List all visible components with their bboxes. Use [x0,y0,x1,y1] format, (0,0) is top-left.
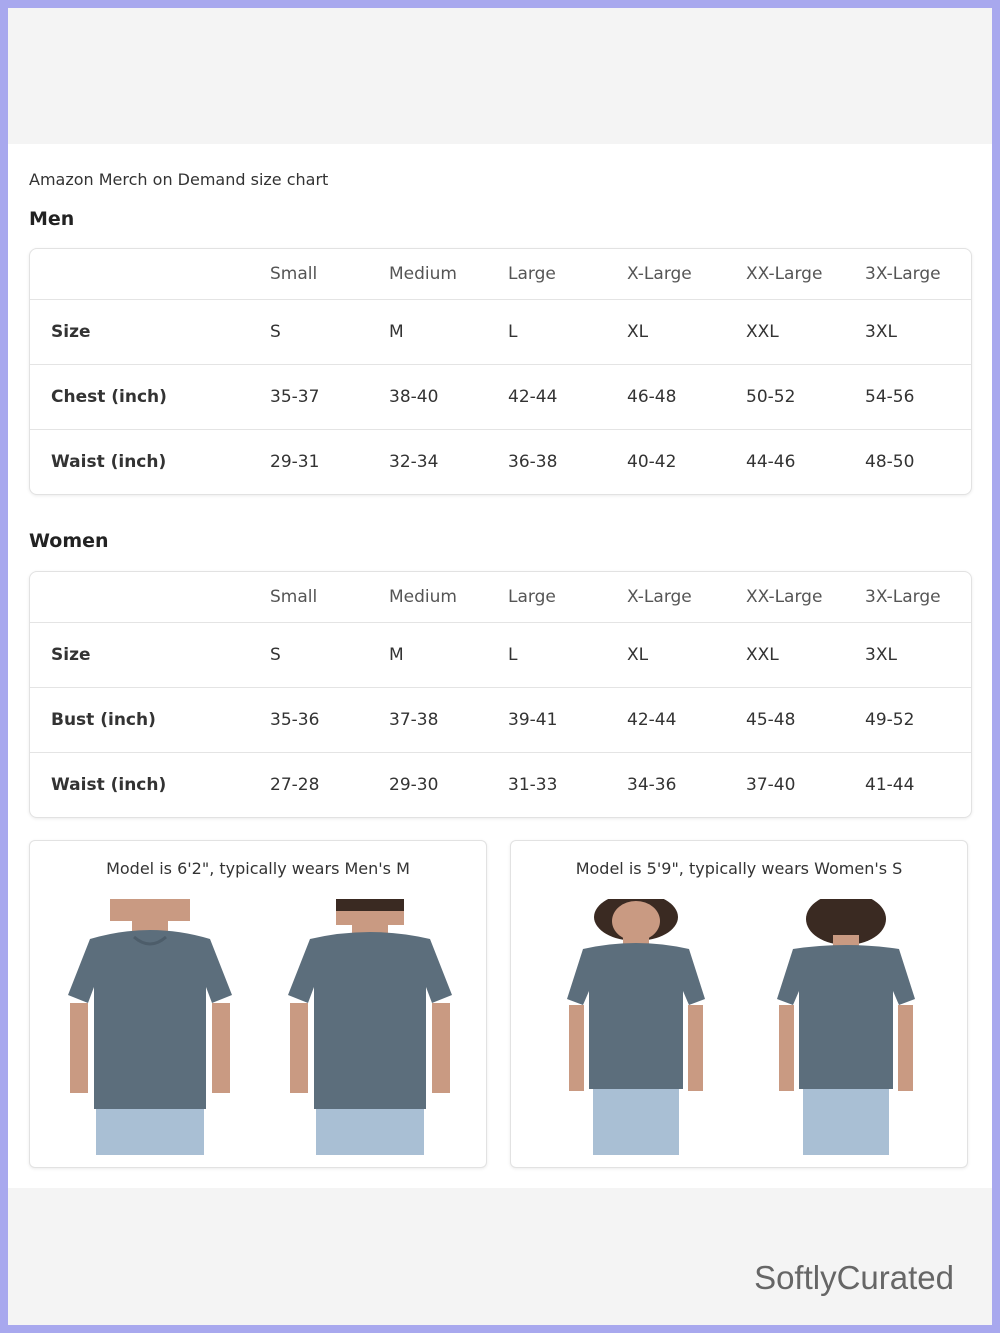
men-col-small: Small [270,264,318,284]
table-cell: 35-36 [270,710,320,730]
table-cell: 35-37 [270,387,320,407]
row-label: Size [51,322,91,342]
table-cell: 38-40 [389,387,439,407]
table-cell: M [389,322,404,342]
table-cell: 37-40 [746,775,796,795]
table-cell: 31-33 [508,775,558,795]
men-model-front-image [50,899,250,1155]
table-cell: M [389,645,404,665]
table-cell: 50-52 [746,387,796,407]
table-cell: 42-44 [627,710,677,730]
table-cell: 44-46 [746,452,796,472]
table-row [30,430,971,494]
table-cell: XXL [746,645,779,665]
table-cell: XL [627,322,649,342]
row-label: Chest (inch) [51,387,167,407]
row-label: Bust (inch) [51,710,156,730]
women-size-table [29,571,972,818]
row-label: Waist (inch) [51,775,167,795]
men-model-card [29,840,487,1168]
table-cell: 48-50 [865,452,915,472]
table-cell: 41-44 [865,775,915,795]
women-col-medium: Medium [389,587,457,607]
table-cell: 36-38 [508,452,558,472]
table-cell: 46-48 [627,387,677,407]
women-col-small: Small [270,587,318,607]
men-model-caption: Model is 6'2", typically wears Men's M [106,859,410,878]
men-title: Men [29,208,75,230]
table-cell: 29-31 [270,452,320,472]
table-cell: 37-38 [389,710,439,730]
table-row [30,753,971,817]
size-chart-sheet [8,144,992,1188]
table-row [30,300,971,365]
table-cell: 40-42 [627,452,677,472]
men-col-xxlarge: XX-Large [746,264,823,284]
table-cell: 32-34 [389,452,439,472]
watermark-text: SoftlyCurated [754,1259,954,1296]
table-cell: XL [627,645,649,665]
women-col-3xlarge: 3X-Large [865,587,941,607]
table-cell: 29-30 [389,775,439,795]
table-cell: 39-41 [508,710,558,730]
men-size-table [29,248,972,495]
row-label: Waist (inch) [51,452,167,472]
table-cell: 42-44 [508,387,558,407]
men-header-row [30,249,971,300]
women-title: Women [29,530,109,552]
table-cell: 3XL [865,645,897,665]
men-col-large: Large [508,264,556,284]
table-cell: 27-28 [270,775,320,795]
table-cell: L [508,645,518,665]
table-row [30,623,971,688]
table-cell: 54-56 [865,387,915,407]
table-cell: S [270,322,281,342]
chart-caption: Amazon Merch on Demand size chart [29,170,329,189]
women-model-caption: Model is 5'9", typically wears Women's S [575,859,903,878]
row-label: Size [51,645,91,665]
men-col-xlarge: X-Large [627,264,692,284]
table-cell: XXL [746,322,779,342]
women-col-large: Large [508,587,556,607]
men-model-back-image [270,899,470,1155]
table-cell: 49-52 [865,710,915,730]
women-model-front-image [541,899,731,1155]
men-col-medium: Medium [389,264,457,284]
women-col-xlarge: X-Large [627,587,692,607]
table-cell: S [270,645,281,665]
table-row [30,688,971,753]
table-cell: L [508,322,518,342]
women-model-back-image [751,899,941,1155]
table-cell: 45-48 [746,710,796,730]
table-cell: 3XL [865,322,897,342]
women-col-xxlarge: XX-Large [746,587,823,607]
page-frame [8,8,992,1325]
men-col-3xlarge: 3X-Large [865,264,941,284]
women-header-row [30,572,971,623]
table-cell: 34-36 [627,775,677,795]
table-row [30,365,971,430]
women-model-card [510,840,968,1168]
